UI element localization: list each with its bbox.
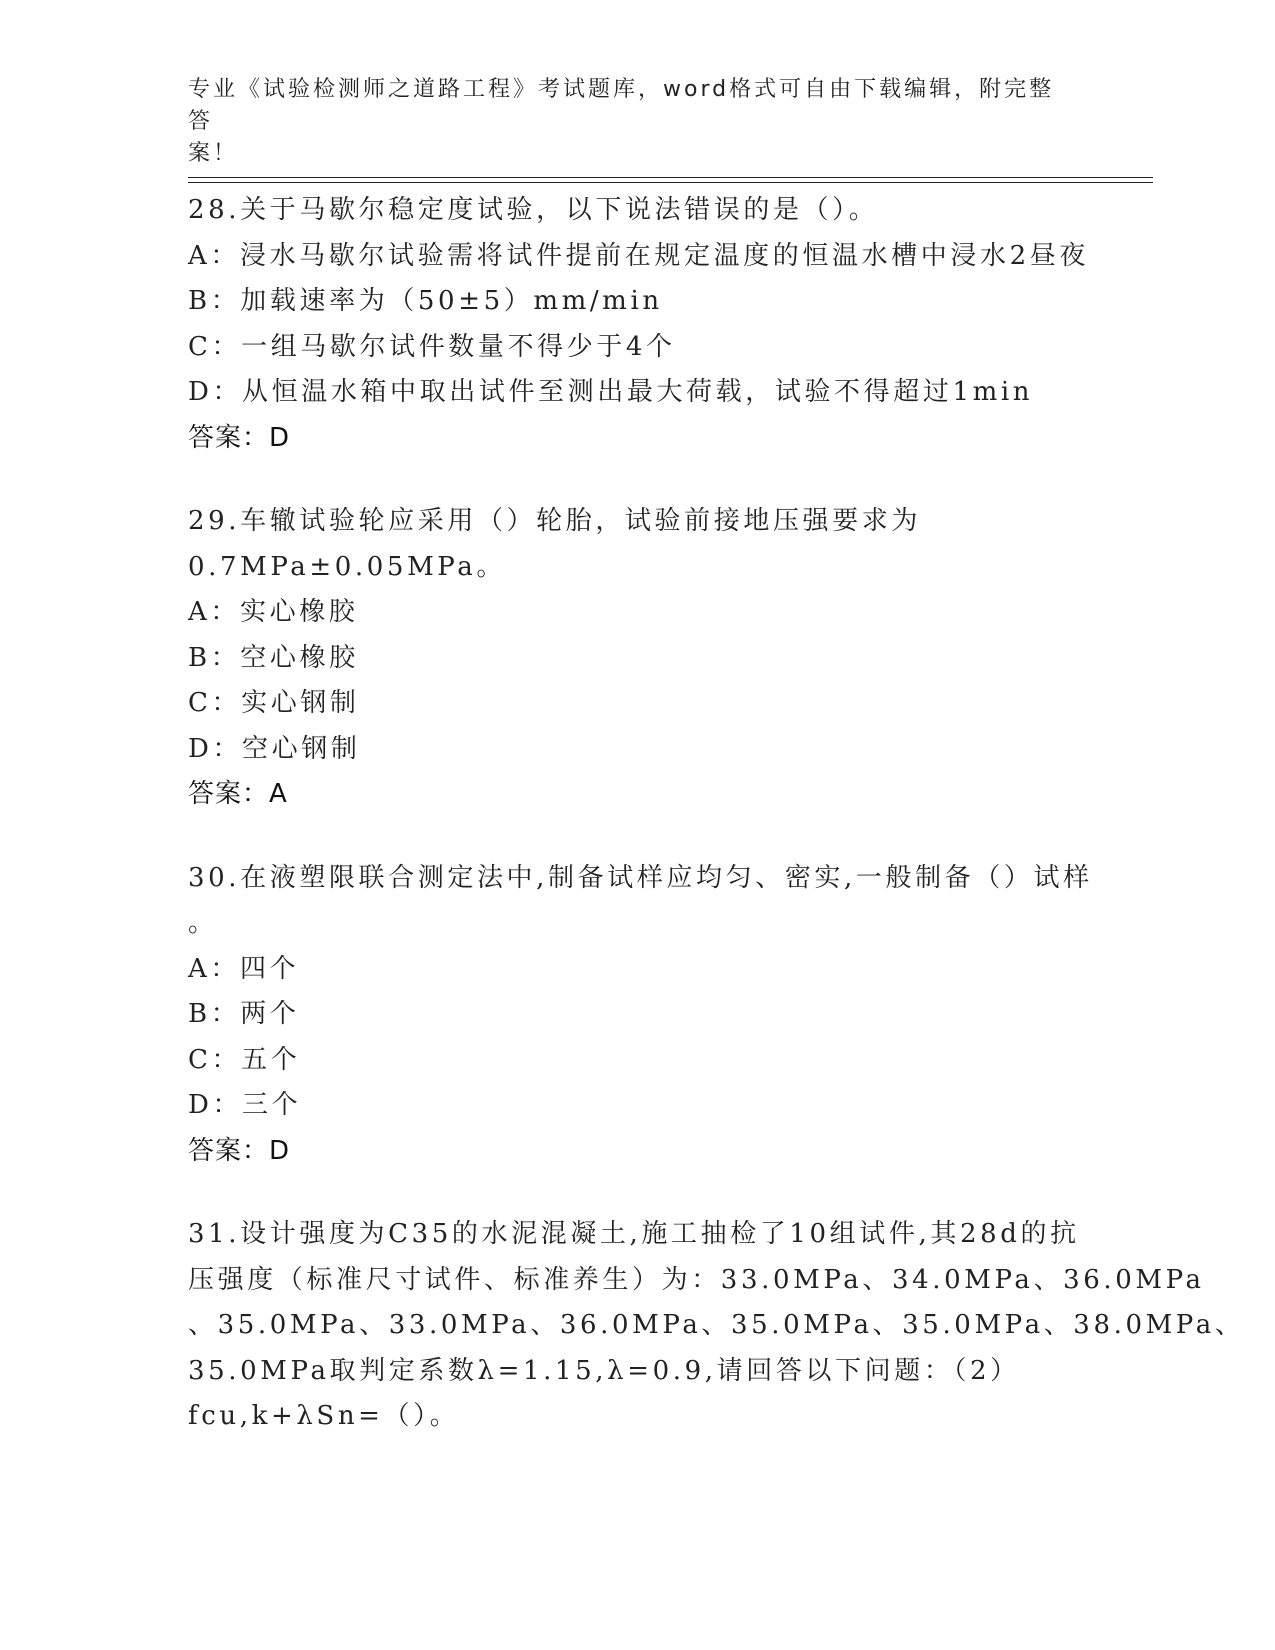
option-c: C：实心钢制 — [188, 688, 360, 718]
document-header — [188, 74, 1068, 170]
question-stem: 31.设计强度为C35的水泥混凝土,施工抽检了10组试件,其28d的抗 — [188, 1219, 1080, 1249]
option-a: A：实心橡胶 — [188, 597, 359, 627]
question-28 — [188, 188, 1088, 461]
question-stem-continued: 0.7MPa±0.05MPa。 — [188, 551, 506, 582]
header-line-2: 案！ — [188, 141, 239, 166]
question-29 — [188, 499, 1088, 818]
option-c: C：五个 — [188, 1044, 301, 1075]
answer-line: 答案：A — [188, 779, 288, 809]
question-stem-continued: 。 — [188, 908, 218, 938]
option-b: B：两个 — [188, 999, 300, 1029]
option-b: B：加载速率为（50±5）mm/min — [188, 286, 663, 316]
header-divider-top — [188, 177, 1153, 178]
question-stem: 29.车辙试验轮应采用（）轮胎，试验前接地压强要求为 — [188, 506, 921, 536]
question-stem: 30.在液塑限联合测定法中,制备试样应均匀、密实,一般制备（）试样 — [188, 862, 1093, 893]
question-stem-continued: 、35.0MPa、33.0MPa、36.0MPa、35.0MPa、35.0MPa、38.0MPa、 — [188, 1310, 1245, 1340]
question-stem: 28.关于马歇尔稳定度试验，以下说法错误的是（）。 — [188, 195, 879, 225]
question-31 — [188, 1212, 1245, 1440]
question-stem-continued: 压强度（标准尺寸试件、标准养生）为：33.0MPa、34.0MPa、36.0MPa — [188, 1264, 1205, 1295]
question-list — [188, 188, 1245, 1440]
option-c: C：一组马歇尔试件数量不得少于4个 — [188, 331, 676, 362]
option-d: D：三个 — [188, 1090, 302, 1120]
header-line-1: 专业《试验检测师之道路工程》考试题库，word格式可自由下载编辑，附完整答 — [188, 77, 1055, 134]
header-divider-bottom — [188, 182, 1153, 183]
answer-line: 答案：D — [188, 422, 291, 453]
option-a: A：四个 — [188, 953, 300, 984]
question-30 — [188, 856, 1093, 1175]
question-stem-continued: 35.0MPa取判定系数λ=1.15,λ=0.9,请回答以下问题：（2） — [188, 1355, 1020, 1386]
option-d: D：从恒温水箱中取出试件至测出最大荷载，试验不得超过1min — [188, 377, 1034, 407]
question-stem-continued: fcu,k+λSn=（）。 — [188, 1401, 460, 1431]
option-d: D：空心钢制 — [188, 733, 361, 764]
option-b: B：空心橡胶 — [188, 642, 359, 673]
answer-line: 答案：D — [188, 1135, 291, 1166]
option-a: A：浸水马歇尔试验需将试件提前在规定温度的恒温水槽中浸水2昼夜 — [188, 240, 1089, 271]
